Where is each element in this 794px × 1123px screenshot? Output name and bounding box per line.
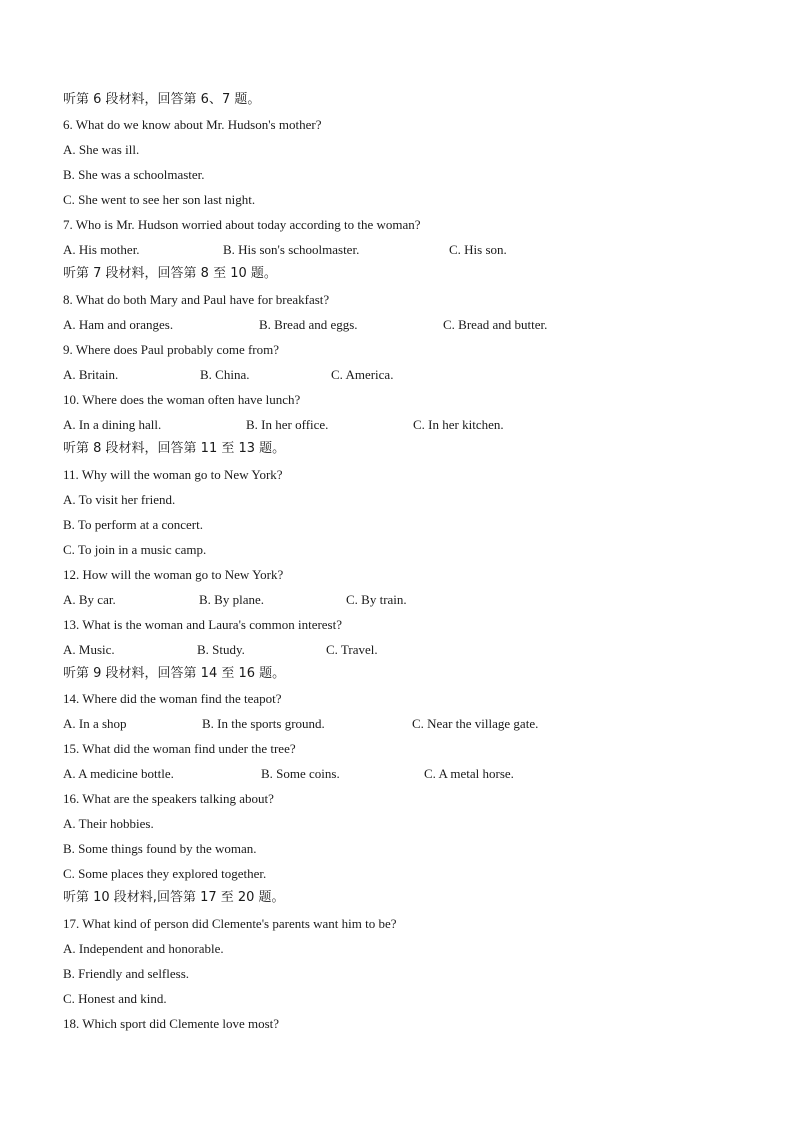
question-14-option-a: A. In a shop bbox=[63, 716, 127, 731]
question-11-option-b: B. To perform at a concert. bbox=[63, 517, 203, 532]
question-15-stem: 15. What did the woman find under the tree? bbox=[63, 741, 296, 756]
question-17-option-a: A. Independent and honorable. bbox=[63, 941, 224, 956]
section-heading-10: 听第 10 段材料,回答第 17 至 20 题。 bbox=[63, 890, 285, 905]
question-13-option-a: A. Music. bbox=[63, 642, 115, 657]
question-10-option-b: B. In her office. bbox=[246, 417, 329, 432]
question-6-option-a: A. She was ill. bbox=[63, 142, 140, 157]
question-10-stem: 10. Where does the woman often have lunch? bbox=[63, 392, 301, 407]
question-8-stem: 8. What do both Mary and Paul have for breakfast? bbox=[63, 292, 330, 307]
question-6-option-c: C. She went to see her son last night. bbox=[63, 192, 256, 207]
question-7-option-a: A. His mother. bbox=[63, 242, 140, 257]
question-14-option-b: B. In the sports ground. bbox=[202, 716, 325, 731]
question-7-option-b: B. His son's schoolmaster. bbox=[223, 242, 360, 257]
question-16-option-c: C. Some places they explored together. bbox=[63, 866, 267, 881]
question-7-stem: 7. Who is Mr. Hudson worried about today according to the woman? bbox=[63, 217, 421, 232]
question-13-stem: 13. What is the woman and Laura's common interest? bbox=[63, 617, 342, 632]
question-14-stem: 14. Where did the woman find the teapot? bbox=[63, 691, 282, 706]
question-8-option-a: A. Ham and oranges. bbox=[63, 317, 174, 332]
question-11-option-c: C. To join in a music camp. bbox=[63, 542, 207, 557]
question-16-stem: 16. What are the speakers talking about? bbox=[63, 791, 274, 806]
question-17-option-b: B. Friendly and selfless. bbox=[63, 966, 190, 981]
question-14-option-c: C. Near the village gate. bbox=[412, 716, 539, 731]
section-heading-7: 听第 7 段材料，回答第 8 至 10 题。 bbox=[63, 266, 277, 281]
question-8-option-c: C. Bread and butter. bbox=[443, 317, 548, 332]
question-13-options bbox=[63, 640, 743, 660]
question-6-stem: 6. What do we know about Mr. Hudson's mother? bbox=[63, 117, 322, 132]
question-7-option-c: C. His son. bbox=[449, 242, 507, 257]
question-14-options bbox=[63, 714, 743, 734]
question-9-option-c: C. America. bbox=[331, 367, 394, 382]
question-12-option-b: B. By plane. bbox=[199, 592, 264, 607]
question-17-option-c: C. Honest and kind. bbox=[63, 991, 167, 1006]
question-12-stem: 12. How will the woman go to New York? bbox=[63, 567, 284, 582]
question-16-option-b: B. Some things found by the woman. bbox=[63, 841, 257, 856]
section-heading-9: 听第 9 段材料，回答第 14 至 16 题。 bbox=[63, 666, 286, 681]
question-12-option-c: C. By train. bbox=[346, 592, 407, 607]
question-12-options bbox=[63, 590, 743, 610]
section-heading-8: 听第 8 段材料，回答第 11 至 13 题。 bbox=[63, 441, 286, 456]
question-9-option-a: A. Britain. bbox=[63, 367, 119, 382]
question-17-stem: 17. What kind of person did Clemente's parents want him to be? bbox=[63, 916, 397, 931]
question-10-option-c: C. In her kitchen. bbox=[413, 417, 504, 432]
question-11-stem: 11. Why will the woman go to New York? bbox=[63, 467, 283, 482]
question-8-option-b: B. Bread and eggs. bbox=[259, 317, 358, 332]
question-13-option-c: C. Travel. bbox=[326, 642, 378, 657]
question-15-options bbox=[63, 764, 743, 784]
question-7-options bbox=[63, 240, 743, 260]
question-16-option-a: A. Their hobbies. bbox=[63, 816, 154, 831]
question-10-option-a: A. In a dining hall. bbox=[63, 417, 162, 432]
question-15-option-c: C. A metal horse. bbox=[424, 766, 514, 781]
question-15-option-a: A. A medicine bottle. bbox=[63, 766, 174, 781]
question-12-option-a: A. By car. bbox=[63, 592, 116, 607]
question-13-option-b: B. Study. bbox=[197, 642, 245, 657]
question-18-stem: 18. Which sport did Clemente love most? bbox=[63, 1016, 280, 1031]
section-heading-6: 听第 6 段材料，回答第 6、7 题。 bbox=[63, 92, 261, 107]
question-9-stem: 9. Where does Paul probably come from? bbox=[63, 342, 279, 357]
question-6-option-b: B. She was a schoolmaster. bbox=[63, 167, 205, 182]
question-8-options bbox=[63, 315, 743, 335]
question-11-option-a: A. To visit her friend. bbox=[63, 492, 176, 507]
question-9-options bbox=[63, 365, 743, 385]
question-10-options bbox=[63, 415, 743, 435]
question-15-option-b: B. Some coins. bbox=[261, 766, 340, 781]
question-9-option-b: B. China. bbox=[200, 367, 250, 382]
